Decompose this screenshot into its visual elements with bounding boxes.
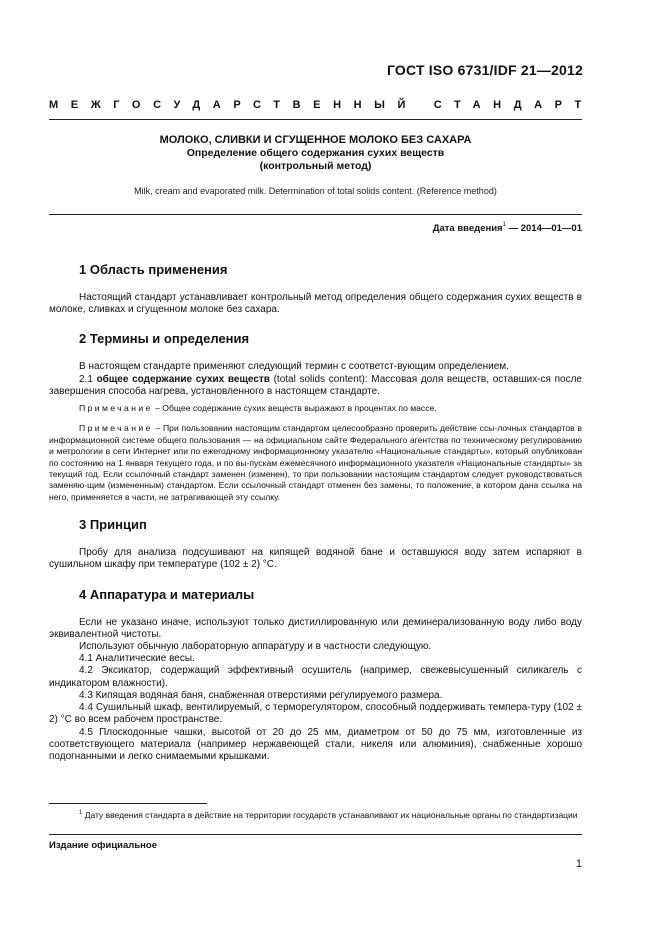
term-name: общее содержание сухих веществ [96,373,270,385]
note-text: – Общее содержание сухих веществ выражают в процентах по массе. [152,403,437,414]
introduction-date [433,222,582,234]
section-heading: 1 Область применения [79,262,228,277]
note [49,403,582,414]
note-label: Примечание [79,423,153,434]
footnote [49,808,582,822]
header-divider [49,119,582,120]
title-block [49,134,582,196]
paragraph: Если не указано иначе, используют только дистиллированную или деминерализованную воду либо воду эквивалентной чистоты. [49,616,582,640]
section-heading: 4 Аппаратура и материалы [79,586,255,602]
list-item: 4.2 Эксикатор, содержащий эффективный осушитель (например, свежевысушенный силикагель с индикатором влажности). [49,665,582,689]
note [49,423,582,503]
document-subtitle: Определение общего содержания сухих веществ [186,147,445,159]
term-definition [49,374,582,398]
page-number: 1 [575,858,582,870]
footnote-mark: 1 [79,810,83,816]
term-number: 2.1 [79,373,97,385]
document-title: МОЛОКО, СЛИВКИ И СГУЩЕННОЕ МОЛОКО БЕЗ САХАРА [159,134,472,146]
section-apparatus [49,587,582,763]
edition-label: Издание официальное [49,840,157,851]
document-method: (контрольный метод) [259,160,372,172]
paragraph: В настоящем стандарте применяют следующий термин с соответст-вующим определением. [79,361,509,373]
note-text: – При пользовании настоящим стандартом целесообразно проверить действие ссы-лочных стандартов в информационной системе общего пользования — на официальном сайте Федерального агентства по техническому регулированию и метрологии в сети Интернет или по ежегодному информационному указателю «Национальные стандарты», который опубликован по состоянию на 1 января текущего года, и по вы-пускам ежемесячного информационного указателя «Национальные стандарты» за текущий год. Если ссылочный стандарт заменен (изменен), то при пользовании настоящим стандартом следует руководствоваться заменяю-щим (измененным) стандартом. Если ссылочный стандарт отменен без замены, то положение, в котором дана ссылка на него, применяется в части, не затрагивающей эту ссылку. [49,423,582,502]
title-divider [49,214,582,215]
edition-divider [49,834,582,835]
intro-date-label: Дата введения [432,223,503,234]
paragraph: Пробу для анализа подсушивают на кипящей водяной бане и оставшуюся воду затем испаряют в сушильном шкафу при температуре (102 ± 2) °С. [49,547,582,571]
intro-date-footnote-mark[interactable]: 1 [502,222,506,228]
document-number: ГОСТ ISO 6731/IDF 21—2012 [386,62,583,78]
list-item: 4.5 Плоскодонные чашки, высотой от 20 до 25 мм, диаметром от 50 до 75 мм, изготовленные из соответствующего материала (например нержавеющей стали, никеля или алюминия), снабженные хорошо подогнанными и легко снимаемыми крышками. [49,726,582,762]
footnote-text: Дату введения стандарта в действие на территории государств устанавливают их национальные органы по стандартизации [82,810,578,820]
list-item: 4.1 Аналитические весы. [79,653,195,665]
list-item: 4.3 Кипящая водяная баня, снабженная отверстиями регулируемого размера. [79,689,443,701]
intro-date-value: — 2014—01—01 [505,223,582,234]
english-title: Milk, cream and evaporated milk. Determination of total solids content. (Reference method) [134,186,497,196]
section-heading: 3 Принцип [79,517,147,533]
section-heading: 2 Термины и определения [79,331,250,347]
document-body [49,262,582,763]
section-scope [49,262,582,316]
paragraph: Настоящий стандарт устанавливает контрольный метод определения общего содержания сухих веществ в молоке, сливках и сгущенном молоке без сахара. [49,292,582,316]
section-principle [49,517,582,571]
paragraph: Используют обычную лабораторную аппаратуру и в частности следующую. [79,641,432,653]
standard-type-label: МЕЖГОСУДАРСТВЕННЫЙ СТАНДАРТ [49,99,594,111]
section-terms [49,331,582,503]
list-item: 4.4 Сушильный шкаф, вентилируемый, с терморегулятором, способный поддерживать темпера-туру (102 ± 2) °С во всем рабочем пространстве. [49,702,582,726]
footnote-divider [49,803,207,804]
note-label: Примечание [79,403,153,414]
term-text: (total solids content): Массовая доля веществ, оставших-ся после завершения способа нагрева, установленного в настоящем стандарте. [49,373,582,397]
